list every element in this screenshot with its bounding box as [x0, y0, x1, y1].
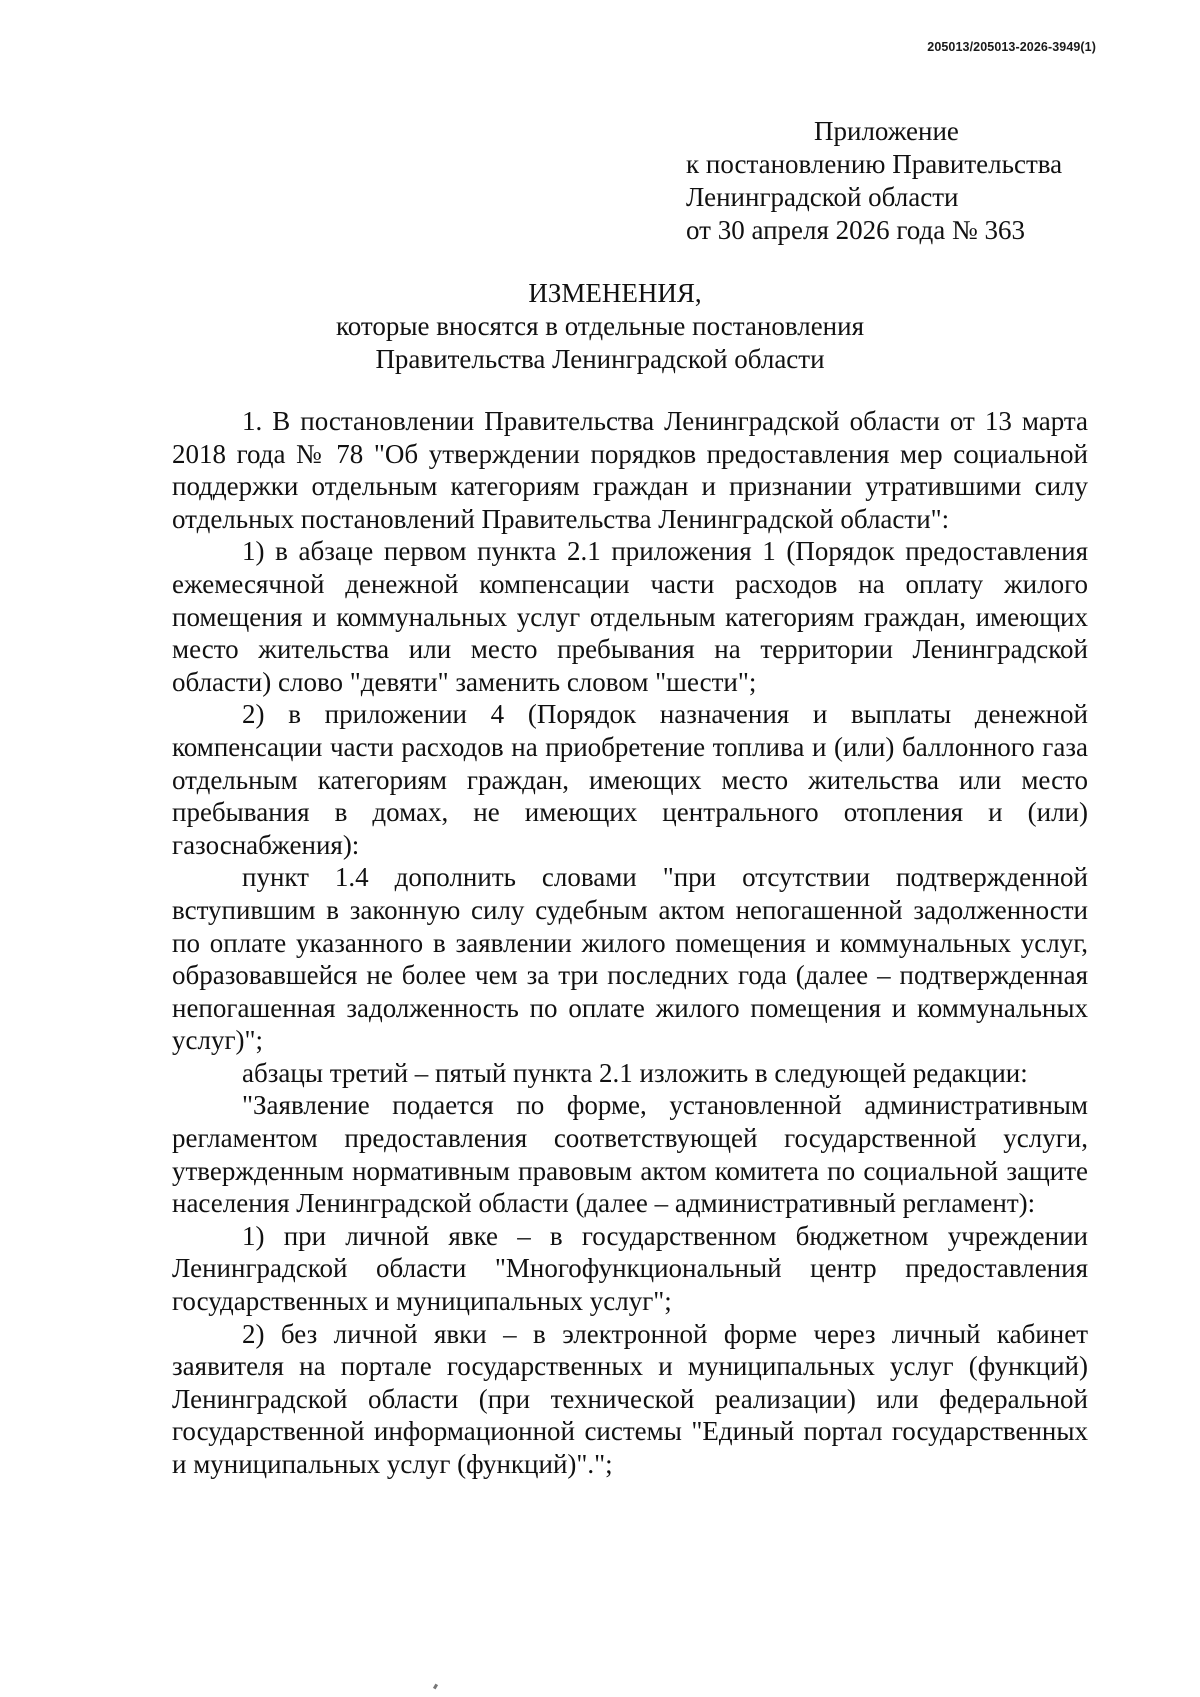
paragraph: 2) без личной явки – в электронной форме через личный кабинет заявителя на портале государственных и муниципальных услуг (функций) Ленинградской области (при технической реализации) или федеральной государственной информационной системы "Единый портал государственных и муниципальных услуг (функций)".";: [172, 1318, 1088, 1479]
attachment-block: [686, 115, 1062, 247]
paragraph: 2) в приложении 4 (Порядок назначения и выплаты денежной компенсации части расходов на приобретение топлива и (или) баллонного газа отдельным категориям граждан, имеющих место жительства или место пребывания в домах, не имеющих центрального отопления и (или) газоснабжения):: [172, 699, 1088, 860]
document-heading: [0, 277, 1200, 376]
scan-speck: [433, 1684, 438, 1690]
heading-subtitle: Правительства Ленинградской области: [375, 344, 825, 374]
heading-title: ИЗМЕНЕНИЯ,: [528, 278, 702, 308]
attachment-line: к постановлению Правительства: [686, 149, 1063, 179]
heading-subtitle: которые вносятся в отдельные постановления: [335, 311, 865, 341]
document-body: [172, 405, 1088, 1481]
paragraph: абзацы третий – пятый пункта 2.1 изложить в следующей редакции:: [242, 1057, 1028, 1088]
attachment-line: Ленинградской области: [686, 182, 959, 212]
paragraph: пункт 1.4 дополнить словами "при отсутствии подтвержденной вступившим в законную силу судебным актом непогашенной задолженности по оплате указанного в заявлении жилого помещения и коммунальных услуг, образовавшейся не более чем за три последних года (далее – подтвержденная непогашенная задолженность по оплате жилого помещения и коммунальных услуг)";: [172, 862, 1088, 1056]
paragraph: 1. В постановлении Правительства Ленинградской области от 13 марта 2018 года № 78 "Об утверждении порядков предоставления мер социальной поддержки отдельным категориям граждан и признании утратившими силу отдельных постановлений Правительства Ленинградской области":: [172, 406, 1088, 534]
paragraph: 1) в абзаце первом пункта 2.1 приложения 1 (Порядок предоставления ежемесячной денежной компенсации части расходов на оплату жилого помещения и коммунальных услуг отдельным категориям граждан, имеющих место жительства или место пребывания на территории Ленинградской области) слово "девяти" заменить словом "шести";: [172, 536, 1088, 697]
paragraph: 1) при личной явке – в государственном бюджетном учреждении Ленинградской области "Многофункциональный центр предоставления государственных и муниципальных услуг";: [172, 1220, 1088, 1317]
document-id: 205013/205013-2026-3949(1): [927, 40, 1096, 54]
attachment-title: Приложение: [814, 116, 959, 146]
paragraph: "Заявление подается по форме, установленной административным регламентом предоставления соответствующей государственной услуги, утвержденным нормативным правовым актом комитета по социальной защите населения Ленинградской области (далее – административный регламент):: [172, 1090, 1088, 1219]
attachment-date-number: от 30 апреля 2026 года № 363: [686, 215, 1026, 245]
